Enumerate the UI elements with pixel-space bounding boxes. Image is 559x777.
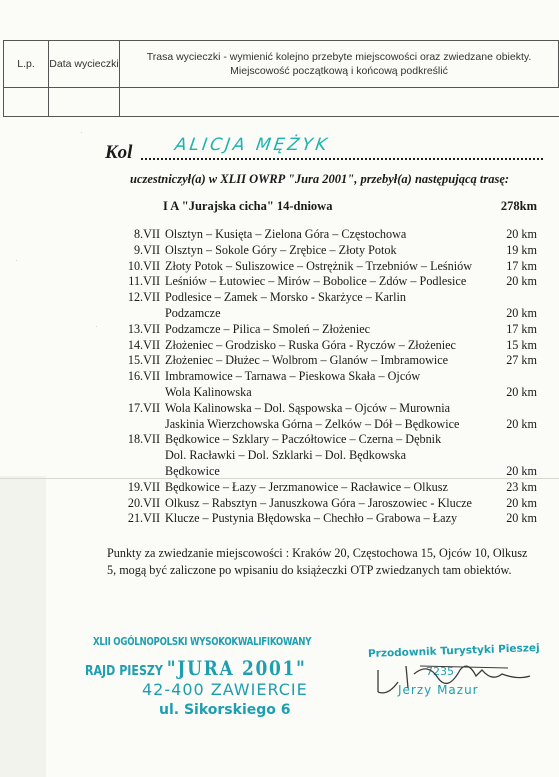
certificate-subtitle: uczestniczył(a) w XLII OWRP "Jura 2001", przebył(a) następującą trasę: — [130, 172, 510, 186]
guide-stamp-number: 7235 — [426, 665, 454, 678]
paper-edge-shadow — [0, 476, 46, 777]
route-stage-row — [105, 496, 537, 512]
stage-km: 20 km — [506, 511, 537, 526]
stage-km: 20 km — [506, 416, 537, 431]
route-stage-row — [105, 322, 537, 338]
header-trasa: Trasa wycieczki - wymienić kolejno przebyte miejscowości oraz zwiedzane obiekty. Miejscowość początkową i końcową podkreślić — [120, 41, 559, 88]
scan-speck: · — [95, 322, 98, 331]
stage-km: 20 km — [506, 495, 537, 510]
route-title: I A "Jurajska cicha" 14-dniowa — [163, 199, 333, 213]
stage-route: Złożeniec – Grodzisko – Ruska Góra - Ryczów – Złożeniec — [165, 337, 456, 352]
stage-route: Podzamcze — [165, 305, 221, 320]
route-stage-row — [105, 417, 537, 433]
stamp-line-2 — [85, 656, 307, 680]
route-stage-row — [105, 464, 537, 480]
stage-km: 19 km — [506, 242, 537, 257]
stage-date: 12.VII — [127, 290, 160, 305]
stage-date: 15.VII — [127, 353, 160, 368]
stage-date: 16.VII — [127, 369, 160, 384]
stage-date: 8.VII — [133, 227, 160, 241]
stage-route: Będkowice – Szklary – Paczółtowice – Czerna – Dębnik — [165, 432, 442, 447]
route-stage-row — [105, 448, 537, 464]
stage-route: Imbramowice – Tarnawa – Pieskowa Skała – Ojców — [165, 369, 421, 384]
route-stage-row — [105, 385, 537, 401]
stage-date: 20.VII — [127, 495, 160, 510]
route-stage-row — [105, 353, 537, 369]
stamp-line-4: ul. Sikorskiego 6 — [159, 702, 291, 718]
scan-speck: · — [80, 128, 83, 137]
handwritten-participant-name: ALICJA MĘŻYK — [173, 135, 332, 155]
stage-km: 20 km — [506, 227, 537, 241]
stage-route: Podlesice – Zamek – Morsko - Skarżyce – Karlin — [165, 290, 406, 305]
route-stage-row — [105, 274, 537, 290]
route-stage-row — [105, 338, 537, 354]
route-form-table — [3, 40, 559, 117]
points-note: Punkty za zwiedzanie miejscowości : Kraków 20, Częstochowa 15, Ojców 10, Olkusz 5, mogą być zaliczone po wpisaniu do książeczki OTP zwiedzanych tam obiektów. — [107, 546, 528, 577]
guide-stamp-name: Jerzy Mazur — [398, 683, 479, 697]
kol-label: Kol — [105, 142, 133, 163]
stage-date: 10.VII — [127, 258, 160, 273]
empty-cell — [49, 88, 120, 117]
stage-route: Dol. Racławki – Dol. Szklarki – Dol. Będkowska — [165, 448, 407, 463]
stage-route: Podzamcze – Pilica – Smoleń – Złożeniec — [165, 321, 371, 336]
stage-km: 17 km — [506, 321, 537, 336]
route-stage-row — [105, 401, 537, 417]
stage-route: Złoty Potok – Suliszowice – Ostrężnik – Trzebniów – Leśniów — [165, 258, 473, 273]
stage-date: 9.VII — [133, 242, 160, 257]
stage-route: Będkowice — [165, 463, 220, 478]
route-stage-row — [105, 511, 537, 527]
stage-date: 19.VII — [127, 479, 160, 494]
route-stage-row — [105, 432, 537, 448]
form-header-row — [4, 41, 559, 88]
stage-route: Wola Kalinowska — [165, 384, 252, 399]
stamp-line-2-prefix: RAJD PIESZY — [85, 664, 163, 679]
stage-km: 20 km — [506, 463, 537, 478]
stage-route: Wola Kalinowska – Dol. Sąspowska – Ojców – Murownia — [165, 400, 451, 415]
handwritten-signature — [368, 652, 548, 702]
guide-stamp-title: Przodownik Turystyki Pieszej — [367, 642, 540, 660]
empty-cell — [120, 88, 559, 117]
stage-date: 17.VII — [127, 400, 160, 415]
dotted-line — [141, 158, 543, 160]
stage-km: 17 km — [506, 258, 537, 273]
empty-cell — [4, 88, 49, 117]
route-stage-row — [105, 290, 537, 306]
route-stage-row — [105, 369, 537, 385]
stage-km: 20 km — [506, 274, 537, 289]
stage-date: 18.VII — [127, 432, 160, 447]
route-stage-row — [105, 259, 537, 275]
route-stage-row — [105, 480, 537, 496]
header-date: Data wycieczki — [49, 41, 120, 88]
form-empty-row — [4, 88, 559, 117]
route-total-km: 278km — [500, 199, 537, 213]
stamp-line-3: 42-400 ZAWIERCIE — [142, 680, 308, 699]
stage-route: Olsztyn – Kusięta – Zielona Góra – Częstochowa — [165, 227, 407, 241]
stage-km: 20 km — [506, 384, 537, 399]
route-stage-row — [105, 227, 537, 243]
stage-km: 27 km — [506, 353, 537, 368]
stage-route: Olsztyn – Sokole Góry – Zrębice – Złoty Potok — [165, 242, 397, 257]
route-stages-list — [105, 227, 537, 527]
stage-date: 14.VII — [127, 337, 160, 352]
stage-route: Będkowice – Łazy – Jerzmanowice – Racławice – Olkusz — [165, 479, 448, 494]
stage-route: Złożeniec – Dłużec – Wolbrom – Glanów – Imbramowice — [165, 353, 449, 368]
stage-km: 20 km — [506, 305, 537, 320]
route-stage-row — [105, 243, 537, 259]
stage-route: Olkusz – Rabsztyn – Januszkowa Góra – Jaroszowiec - Klucze — [165, 495, 472, 510]
participant-line — [105, 135, 545, 168]
stage-date: 13.VII — [127, 321, 160, 336]
header-lp: L.p. — [4, 41, 49, 88]
route-stage-row — [105, 306, 537, 322]
scan-speck: · — [15, 256, 18, 265]
stage-route: Jaskinia Wierzchowska Górna – Zelków – Dół – Będkowice — [165, 416, 460, 431]
stage-date: 11.VII — [128, 274, 160, 289]
stage-km: 23 km — [506, 479, 537, 494]
stage-km: 15 km — [506, 337, 537, 352]
stage-route: Klucze – Pustynia Błędowska – Chechło – Grabowa – Łazy — [165, 511, 458, 526]
stamp-line-2-big: "JURA 2001" — [166, 656, 307, 680]
stamp-line-1: XLII OGÓLNOPOLSKI WYSOKOKWALIFIKOWANY — [93, 636, 312, 648]
stage-date: 21.VII — [127, 511, 160, 526]
stage-route: Leśniów – Łutowiec – Mirów – Bobolice – Zdów – Podlesice — [165, 274, 467, 289]
